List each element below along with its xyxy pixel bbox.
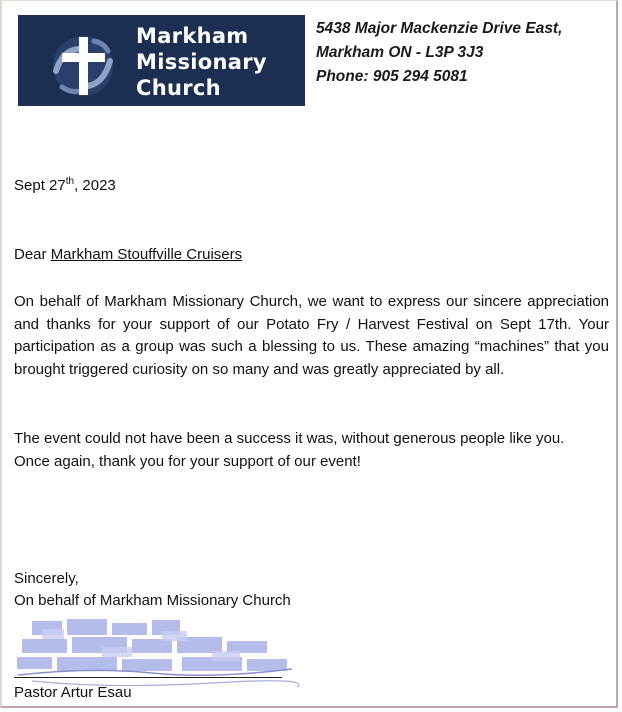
address-phone: Phone: 905 294 5081 (316, 68, 468, 85)
paragraph-2-line: Once again, thank you for your support of our event! (14, 452, 361, 470)
paragraph-2 (14, 428, 609, 473)
closing (14, 568, 291, 612)
date-suffix: , 2023 (74, 177, 116, 194)
letter-date (14, 176, 116, 194)
logo-wordmark (136, 23, 267, 101)
paragraph-1: On behalf of Markham Missionary Church, we want to express our sincere appreciation and thanks for your support of our Potato Fry / Harvest Festival on Sept 17th. Your participation as a group was such a blessing to us. These amazing “machines” that you brought triggered curiosity on so many and was greatly appreciated by all. (14, 293, 609, 378)
logo-line: Missionary (136, 50, 267, 74)
paragraph-2-line: The event could not have been a success it was, without generous people like you. (14, 430, 565, 447)
closing-on-behalf: On behalf of Markham Missionary Church (14, 592, 291, 609)
church-logo (18, 15, 305, 106)
address-city: Markham ON - L3P 3J3 (316, 44, 484, 61)
church-address (316, 17, 562, 89)
salutation (14, 246, 242, 263)
logo-line: Markham (136, 24, 249, 48)
salutation-greeting: Dear (14, 246, 51, 263)
date-prefix: Sept 27 (14, 177, 66, 194)
address-street: 5438 Major Mackenzie Drive East, (316, 20, 563, 37)
recipient-name: Markham Stouffville Cruisers (50, 246, 243, 263)
cross-with-hands-icon (48, 31, 118, 101)
signer-name: Pastor Artur Esau (14, 684, 132, 701)
logo-line: Church (136, 76, 221, 100)
date-ordinal: th (65, 176, 75, 187)
signature-line (14, 677, 282, 678)
closing-sincerely: Sincerely, (14, 570, 79, 587)
